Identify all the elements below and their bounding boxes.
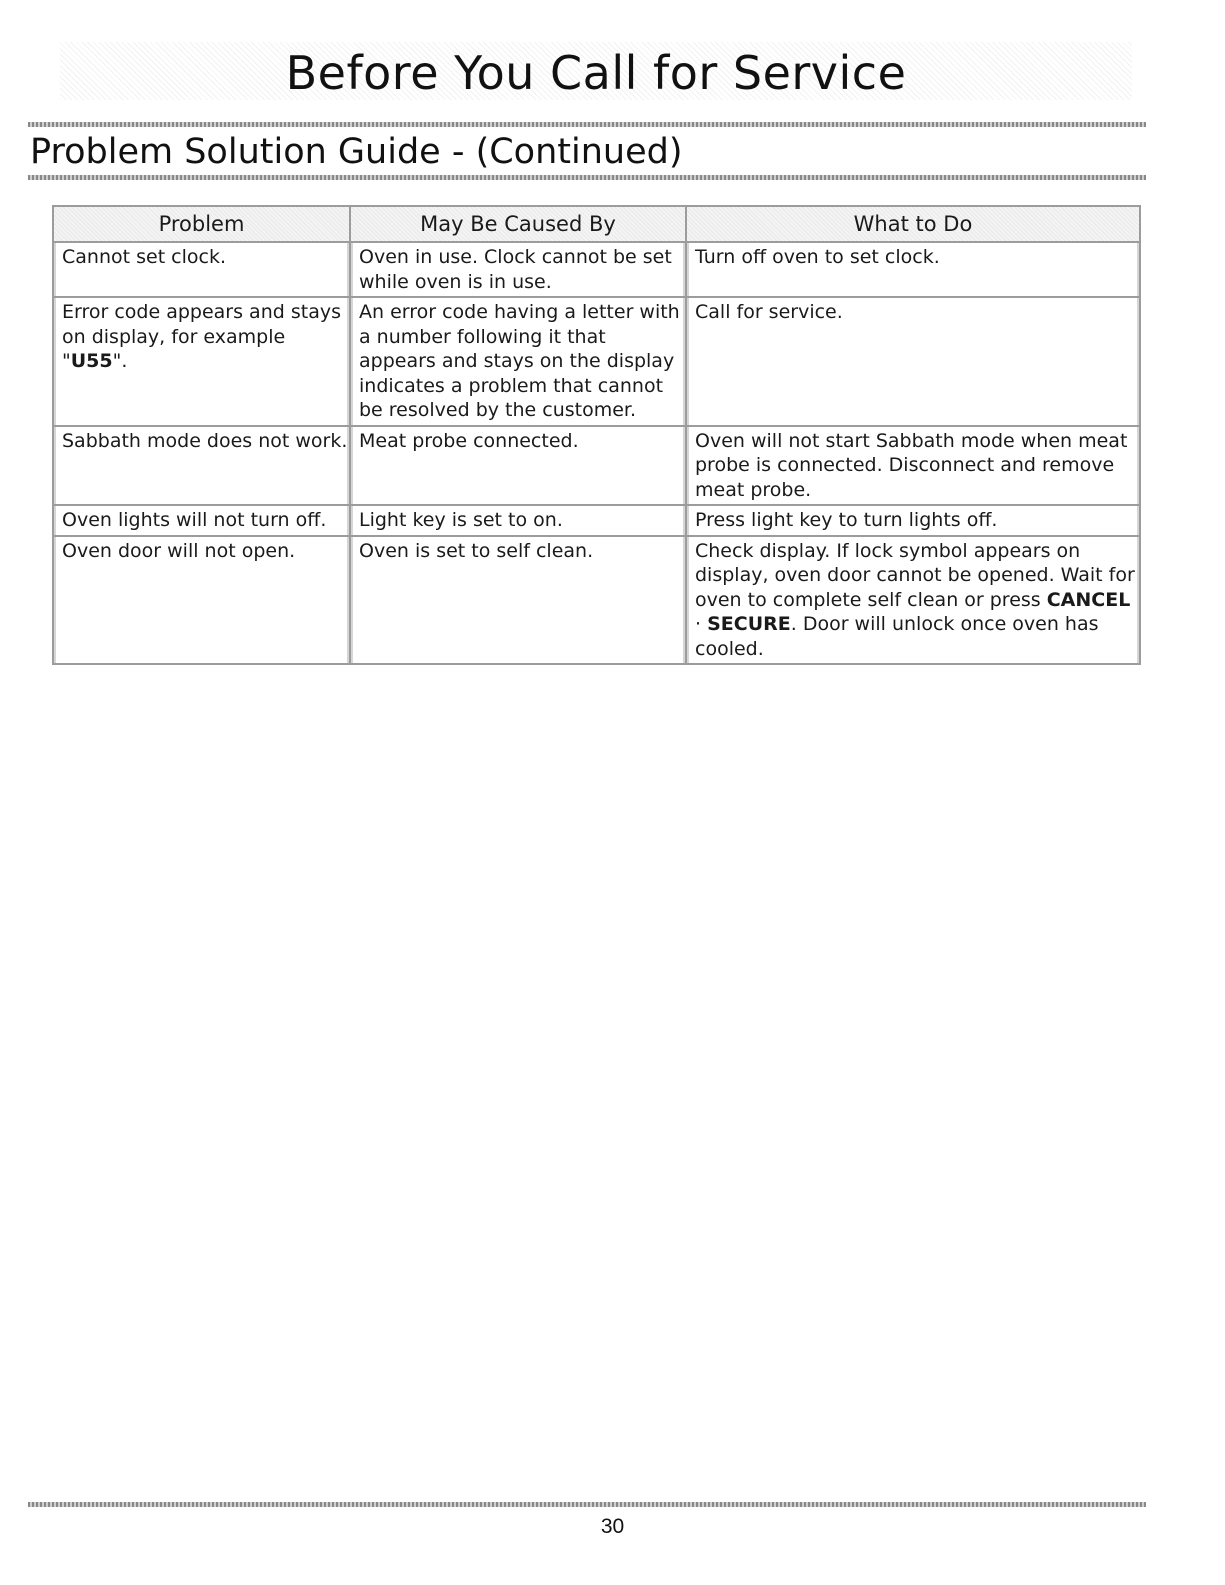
problem-text-end: ". (112, 350, 128, 372)
table-row (53, 505, 1140, 536)
solution-cell (686, 536, 1140, 665)
header-rule-bottom (28, 175, 1146, 180)
page-number: 30 (600, 1515, 625, 1538)
header-rule-top (28, 122, 1146, 127)
key-separator: · (695, 613, 708, 635)
cause-cell: Oven in use. Clock cannot be set while oven is in use. (350, 242, 686, 297)
cause-cell: Light key is set to on. (350, 505, 686, 536)
solution-text: Check display. If lock symbol appears on display, oven door cannot be opened. Wait for oven to complete self clean or press (695, 539, 1135, 611)
table-row (53, 426, 1140, 506)
column-header-solution: What to Do (686, 206, 1140, 242)
cancel-key-label: CANCEL (1046, 588, 1131, 611)
problem-cell: Sabbath mode does not work. (53, 426, 350, 506)
solution-cell: Turn off oven to set clock. (686, 242, 1140, 297)
solution-text-end: . Door will unlock once oven has cooled. (695, 613, 1099, 660)
page-banner (60, 42, 1132, 100)
secure-key-label: SECURE (707, 613, 791, 635)
problem-cell (53, 297, 350, 426)
table-row (53, 242, 1140, 297)
table-header-row (53, 206, 1140, 242)
cause-cell: An error code having a letter with a number following it that appears and stays on the display indicates a problem that cannot be resolved by the customer. (350, 297, 686, 426)
problem-cell: Oven door will not open. (53, 536, 350, 665)
banner-title: Before You Call for Service (285, 46, 907, 100)
table-row (53, 536, 1140, 665)
solution-cell: Oven will not start Sabbath mode when meat probe is connected. Disconnect and remove meat probe. (686, 426, 1140, 506)
footer-rule (28, 1502, 1146, 1507)
problem-cell: Cannot set clock. (53, 242, 350, 297)
column-header-problem: Problem (53, 206, 350, 242)
column-header-cause: May Be Caused By (350, 206, 686, 242)
cause-cell: Oven is set to self clean. (350, 536, 686, 665)
problem-text: Error code appears and stays on display, for example " (62, 301, 341, 372)
solution-cell: Press light key to turn lights off. (686, 505, 1140, 536)
cause-cell: Meat probe connected. (350, 426, 686, 506)
table-row (53, 297, 1140, 426)
solution-cell: Call for service. (686, 297, 1140, 426)
section-title: Problem Solution Guide - (Continued) (30, 132, 683, 172)
problem-cell: Oven lights will not turn off. (53, 505, 350, 536)
problem-solution-table (52, 205, 1141, 665)
error-code: U55 (70, 350, 113, 372)
